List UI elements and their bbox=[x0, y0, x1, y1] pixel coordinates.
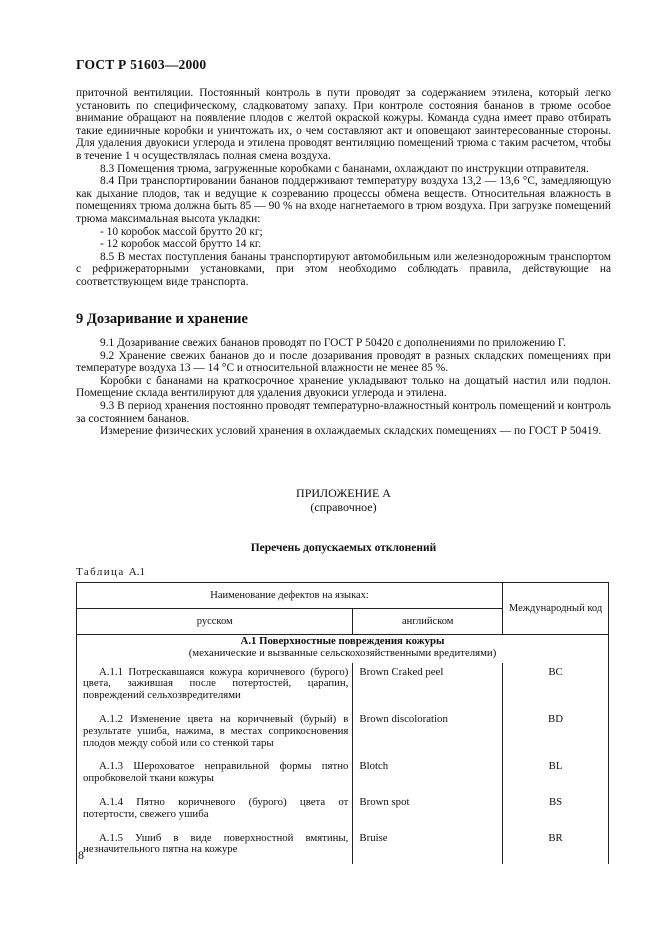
paragraph-9-2: 9.2 Хранение свежих бананов до и после дозаривания проводят в разных складских помещениях при температуре воздуха 13 — 14 °С и относительной влажности не менее 85 %. bbox=[76, 349, 611, 375]
paragraph-8-5: 8.5 В местах поступления бананы транспортируют автомобильным или железнодорожным транспортом с рефрижераторными установками, при этом необходимо соблюдать правила, действующие на соответствующем виде транспорта. bbox=[76, 250, 611, 288]
group-title: А.1 Поверхностные повреждения кожуры bbox=[240, 635, 445, 647]
paragraph-8-4: 8.4 При транспортировании бананов поддерживают температуру воздуха 13,2 — 13,6 °С, замедляющую как дыхание плодов, так и ведущие к созреванию процессы обмена веществ. Относительная влажность в помещениях трюма должна быть 85 — 90 % на входе нагнетаемого в трюм воздуха. При загрузке помещений трюма максимальная высота укладки: bbox=[76, 175, 611, 225]
text-block-section-8 bbox=[76, 87, 611, 289]
header-english: английском bbox=[353, 609, 503, 635]
paragraph-8-3: 8.3 Помещения трюма, загруженные коробками с бананами, охлаждают по инструкции отправителя. bbox=[100, 162, 589, 175]
defect-code: BL bbox=[503, 757, 609, 793]
header-defect-names: Наименование дефектов на языках: bbox=[77, 583, 503, 609]
group-heading bbox=[77, 635, 609, 663]
header-international-code: Международный код bbox=[503, 583, 609, 635]
paragraph: приточной вентиляции. Постоянный контроль в пути проводят за содержанием этилена, который легко установить по специфическому, сладковатому запаху. При контроле состояния бананов в трюме особое внимание обращают на появление плодов с желтой окраской кожуры. Команда судна имеет право отбирать такие единичные коробки и уничтожать их, о чем составляют акт и оповещают заинтересованные стороны. Для удаления двуокиси углерода и этилена проводят вентиляцию помещений трюма с таким расчетом, чтобы в течение 1 ч осуществлялась полная смена воздуха. bbox=[76, 87, 611, 162]
list-item: - 12 коробок массой брутто 14 кг. bbox=[100, 238, 262, 251]
defect-english: Brown discoloration bbox=[353, 710, 503, 757]
defect-code: BR bbox=[503, 829, 609, 865]
table-label-word: Таблица bbox=[76, 566, 125, 578]
defect-code: BC bbox=[503, 663, 609, 710]
list-item: - 10 коробок массой брутто 20 кг; bbox=[100, 225, 263, 238]
appendix-subtitle: (справочное) bbox=[310, 500, 377, 514]
document-code-header: ГОСТ Р 51603—2000 bbox=[76, 57, 207, 72]
paragraph: Коробки с бананами на краткосрочное хранение укладывают только на дощатый настил или подлон. Помещение склада вентилируют для удаления двуокиси углерода и этилена. bbox=[76, 374, 611, 400]
defect-english: Bruise bbox=[353, 829, 503, 865]
table-group-row bbox=[77, 635, 609, 663]
defect-english: Blotch bbox=[353, 757, 503, 793]
table-row bbox=[77, 757, 609, 793]
defect-russian: А.1.4 Пятно коричневого (бурого) цвета от потертости, свежего ушиба bbox=[77, 793, 353, 829]
defects-table bbox=[76, 582, 609, 864]
defect-english: Brown Craked peel bbox=[353, 663, 503, 710]
table-label bbox=[76, 566, 145, 578]
table-row bbox=[77, 663, 609, 710]
defect-russian: А.1.3 Шероховатое неправильной формы пятно опробковелой ткани кожуры bbox=[77, 757, 353, 793]
text-block-section-9 bbox=[76, 337, 611, 438]
defect-russian: А.1.5 Ушиб в виде поверхностной вмятины, незначительного пятна на кожуре bbox=[77, 829, 353, 865]
table-row bbox=[77, 793, 609, 829]
header-russian: русском bbox=[77, 609, 353, 635]
table-label-number: А.1 bbox=[128, 566, 145, 578]
appendix-title: ПРИЛОЖЕНИЕ А bbox=[296, 486, 391, 500]
page-number: 8 bbox=[78, 848, 84, 862]
defect-english: Brown spot bbox=[353, 793, 503, 829]
table-header-row bbox=[77, 583, 609, 609]
table-title: Перечень допускаемых отклонений bbox=[250, 542, 437, 554]
defect-code: BD bbox=[503, 710, 609, 757]
table-row bbox=[77, 829, 609, 865]
paragraph-9-1: 9.1 Дозаривание свежих бананов проводят по ГОСТ Р 50420 с дополнениями по приложению Г. bbox=[100, 337, 567, 349]
paragraph: Измерение физических условий хранения в охлаждаемых складских помещениях — по ГОСТ Р 50419. bbox=[100, 425, 602, 438]
appendix-heading bbox=[76, 486, 611, 514]
section-9-heading: 9 Дозаривание и хранение bbox=[76, 311, 248, 327]
defect-russian: А.1.1 Потрескавшаяся кожура коричневого (бурого) цвета, зажившая после потертостей, царапин, повреждений сельхозвредителями bbox=[77, 663, 353, 710]
defect-russian: А.1.2 Изменение цвета на коричневый (бурый) в результате ушиба, нажима, в местах соприкосновения плодов между собой или со стенкой тары bbox=[77, 710, 353, 757]
group-subtitle: (механические и вызванные сельскохозяйственными вредителями) bbox=[188, 646, 497, 659]
table-row bbox=[77, 710, 609, 757]
paragraph-9-3: 9.3 В период хранения постоянно проводят температурно-влажностный контроль помещений и контроль за состоянием бананов. bbox=[76, 399, 611, 425]
defect-code: BS bbox=[503, 793, 609, 829]
